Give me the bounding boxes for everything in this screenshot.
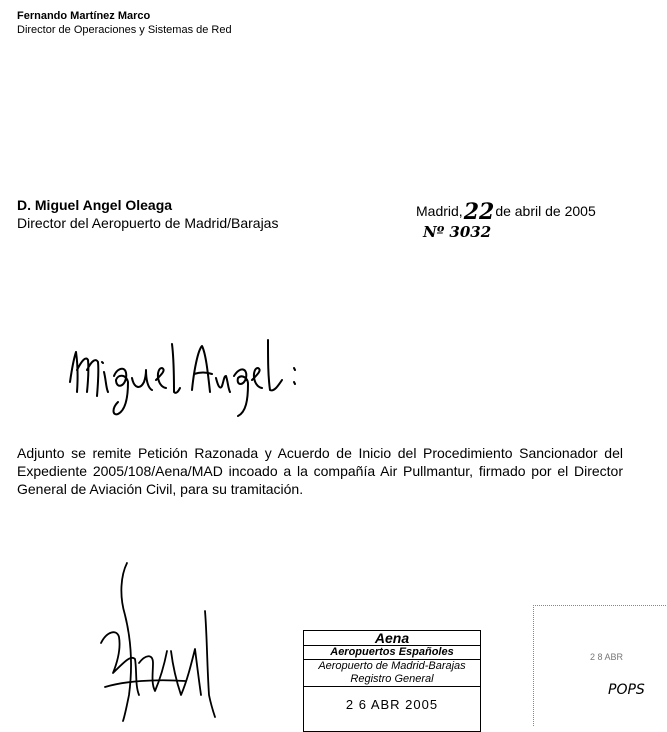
registry-stamp	[303, 630, 481, 732]
handwritten-greeting	[62, 330, 312, 420]
reference-number: Nº 3032	[423, 223, 492, 241]
recipient-name: D. Miguel Angel Oleaga	[17, 197, 173, 213]
date-day-handwritten: 22	[463, 199, 495, 225]
sender-title: Director de Operaciones y Sistemas de Red	[17, 24, 232, 36]
stamp-aena: Aena	[304, 631, 480, 646]
date-rest: de abril de 2005	[495, 203, 596, 219]
stamp-airport: Aeropuerto de Madrid-Barajas	[318, 660, 466, 672]
stamp-aeropuertos: Aeropuertos Españoles	[304, 646, 480, 660]
date-city: Madrid,	[416, 203, 463, 219]
signature	[95, 555, 225, 722]
recipient-title: Director del Aeropuerto de Madrid/Barajas	[17, 215, 279, 231]
sender-name: Fernando Martínez Marco	[17, 10, 151, 22]
side-note-box	[533, 605, 667, 726]
body-paragraph: Adjunto se remite Petición Razonada y Acuerdo de Inicio del Procedimiento Sancionador del Expediente 2005/108/Aena/MAD incoado a la compañía Air Pullmantur, firmado por el Director General de Aviación Civil, para su tramitación.	[17, 445, 623, 497]
side-note-handwritten: POPS	[608, 682, 645, 698]
stamp-date: 2 6 ABR 2005	[345, 697, 439, 712]
stamp-registro: Registro General	[304, 673, 480, 687]
date-line	[416, 196, 596, 225]
side-note-faint-text: 2 8 ABR	[590, 652, 624, 662]
